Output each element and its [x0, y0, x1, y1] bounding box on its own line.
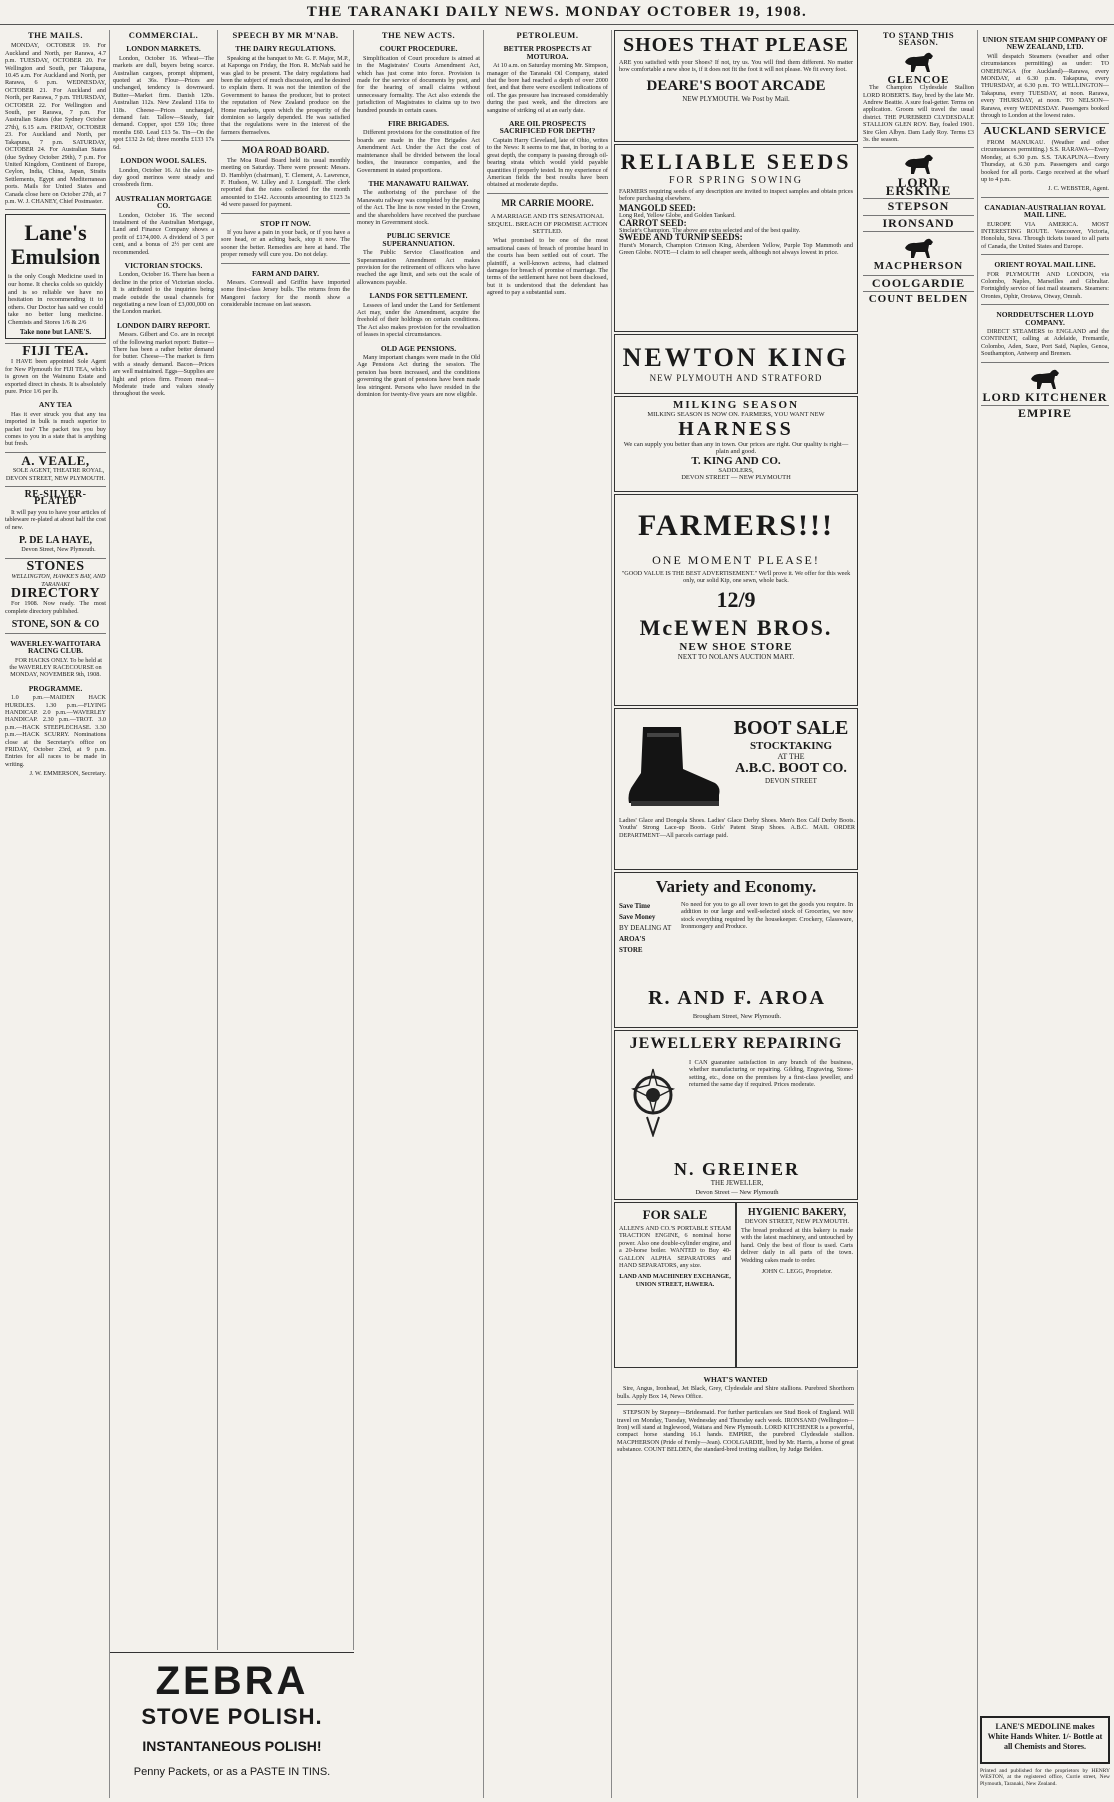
column-new-acts [354, 30, 484, 1798]
seeds-item1: MANGOLD SEED: [619, 202, 696, 213]
farmers-body: "GOOD VALUE IS THE BEST ADVERTISEMENT." We'll prove it. We offer for this week only, our solid Kip, one sewn, whole back. [621, 570, 851, 585]
variety-body: No need for you to go all over town to get the goods you require. In addition to our large and well-selected stock of Groceries, we now stock everything required by the housekeeper. Crockery, Glassware, Ironmongery and Produce. [681, 901, 853, 931]
stallion-name-2: STEPSON [887, 199, 950, 214]
harness-addr: DEVON STREET — NEW PLYMOUTH [681, 474, 791, 481]
farmers-addr: NEXT TO NOLAN'S AUCTION MART. [677, 652, 795, 661]
veale-body: SOLE AGENT, THEATRE ROYAL, DEVON STREET, NEW PLYMOUTH. [5, 467, 106, 482]
variety-ad [614, 872, 858, 1028]
farmers-title: FARMERS!!! [637, 509, 835, 542]
nlloyd-heading: NORDDEUTSCHER LLOYD COMPANY. [996, 310, 1094, 327]
harness-body: MILKING SEASON IS NOW ON. FARMERS, YOU WANT NEW [647, 411, 825, 418]
stallions-wanted-body: Sire, Angus, Ironhead, Jet Black, Grey, Clydesdale and Shire stallions. Purebred Shorthorn bulls. Apply Box 14, News Office. [617, 1385, 854, 1400]
stallion-name-8: COUNT BELDEN [868, 292, 969, 305]
commercial-sub4: VICTORIAN STOCKS. [124, 260, 203, 270]
farmers-sub: ONE MOMENT PLEASE! [652, 553, 820, 567]
mails-body: MONDAY, OCTOBER 19. For Auckland and North, per Rarawa, 4.7 p.m. TUESDAY, OCTOBER 20. For Wellington and South, per Takapuna, 10.45 a.m. For Auckland and North, per Rarawa, 6 p.m. WEDNESDAY, OCTOBER 21. For Auckland and North, per Rarawa, 7 p.m. THURSDAY, OCTOBER 22. For Wellington and South, per Rarawa, 7 p.m. For Australian States (due Sydney October 27th), 6.15 a.m. FRIDAY, OCTOBER 23. For Auckland and North, per Takapuna, 7 p.m. SATURDAY, OCTOBER 24. For Australian States (due Sydney October 29th), 7 p.m. For United Kingdom, Continent of Europe, Ceylon, India, China, Japan, Straits Settlements, Egypt and Mediterranean ports. Mails for United States and Canada close here on October 27th, at 7 p.m. W. J. CHANEY, Chief Postmaster. [5, 42, 106, 205]
column-stallions [860, 30, 978, 1798]
commercial-body5: Messrs. Gilbert and Co. are in receipt of the following market report: Butter—There has been a rather better demand for butter. Cheese—The market is firm with a steady demand. Bacon—Prices are well maintained. Eggs—Supplies are light and prices firm. Frozen meat—Moderate trade and values steady throughout the week. [113, 331, 214, 398]
brooch-icon [625, 1067, 681, 1137]
fijitea-title: FIJI TEA. [22, 343, 89, 359]
harness-ad [614, 396, 858, 492]
seeds-body: FARMERS requiring seeds of any description are invited to inspect samples and obtain prices before purchasing elsewhere. [619, 188, 853, 203]
speech-heading: SPEECH BY MR M'NAB. [232, 30, 339, 40]
farmers-price: 12/9 [716, 586, 756, 612]
jewellery-body: I CAN guarantee satisfaction in any branch of the business, whether manufacturing or repairing. Gilding, Engraving, Stone-setting, etc., done on the premises by a first-class jeweller, and returned the same day if required. Prices moderate. [689, 1059, 853, 1089]
variety-l2: Save Money [619, 913, 656, 921]
farmers-name: McEWEN BROS. [639, 614, 833, 640]
forsale-ad [614, 1202, 736, 1368]
seeds-title: RELIABLE SEEDS [620, 149, 852, 174]
seeds-sub: FOR SPRING SOWING [668, 175, 803, 186]
seeds-item3-desc: Hurst's Monarch, Champion Crimson King, Aberdeen Yellow, Purple Top Mammoth and Green Globe. NOTE—I claim to sell cheaper seeds, although not always lowest in price. [619, 241, 853, 257]
newacts-heading: THE NEW ACTS. [381, 30, 456, 40]
newacts-body6: Many important changes were made in the Old Age Pensions Act during the session. The pension has been increased, and the conditions governing the grant of pensions have been made less stringent. Persons who have resided in the dominion for twenty-five years are now eligible. [357, 354, 480, 399]
waverley-title: WAVERLEY-WAITOTARA RACING CLUB. [10, 638, 101, 656]
petroleum-body2: Captain Harry Cleveland, late of Ohio, writes to the News: It seems to me that, in boring to a great depth, the company is passing through oil-bearing strata which would yield payable quantities if properly tested. In my experience of American fields the best results have been obtained at moderate depths. [487, 136, 608, 189]
speech-sub2: MOA ROAD BOARD. [241, 145, 330, 156]
emulsion-body: is the only Cough Medicine used in our home. It checks colds so quickly and is so reliable we have no hesitation in recommending it to others. Our Doctor has said we could take no better lung medicine. Chemists and Stores 1/6 & 2/6 [8, 273, 103, 326]
stallion-name-0: GLENCOE [887, 73, 950, 86]
auckland-body: FROM MANUKAU. (Weather and other circumstances permitting.) S.S. RARAWA—Every Monday, at 6.30 p.m. S.S. TAKAPUNA—Every Thursday, at 6.30 p.m. Passengers and cargo booked for all ports. Cargo received at the wharf up to 4 p.m. [981, 138, 1109, 183]
petroleum-body1: At 10 a.m. on Saturday morning Mr. Simpson, manager of the Taranaki Oil Company, stated that the bore had reached a depth of over 2000 feet, and that there were excellent indications of oil. The gas pressure has increased considerably during the past week, and the directors are sanguine of striking oil at an early date. [487, 62, 608, 114]
nlloyd-body: DIRECT STEAMERS to ENGLAND and the CONTINENT, calling at Adelaide, Fremantle, Colombo, Aden, Suez, Port Said, Naples, Genoa, Southampton, Antwerp and Bremen. [981, 328, 1109, 358]
steamers-heading: UNION STEAM SHIP COMPANY OF NEW ZEALAND, LTD. [982, 35, 1108, 52]
horse-icon [902, 236, 936, 260]
waverley-sign: J. W. EMMERSON, Secretary. [29, 770, 106, 778]
bakery-ad [736, 1202, 858, 1368]
jewellery-addr: Devon Street — New Plymouth [695, 1189, 779, 1196]
petroleum-heading: PETROLEUM. [516, 30, 579, 40]
commercial-body1: London, October 16. Wheat—The markets are dull, buyers being scarce. Australian cargoes, prompt shipment, quoted at 36s. Flour—Prices are unchanged, tendency is downward. Butter—Market firm. Danish 120s. Australian 112s. New Zealand 116s to 118s. Cheese—Prices unchanged, demand fair. Tallow—Steady, fair demand. Copper, spot £59 10s; three months £60. Lead £13 5s. Tin—On the spot £132 2s 6d; three months £133 17s 6d. [113, 54, 214, 151]
zebra-sub2: INSTANTANEOUS POLISH! [142, 1738, 322, 1754]
mails-heading: THE MAILS. [27, 30, 84, 40]
speech-sub4: FARM AND DAIRY. [251, 268, 320, 278]
emulsion-title: Lane's Emulsion [10, 220, 101, 270]
commercial-sub2: LONDON WOOL SALES. [120, 156, 207, 166]
bakery-body: The bread produced at this bakery is made with the latest machinery, and untouched by hand. Only the best of flour is used. Carts deliver daily in all parts of the town. Wedding cakes made to order. [741, 1227, 853, 1264]
shoes-name: DEARE'S BOOT ARCADE [646, 77, 826, 94]
speech-body3: If you have a pain in your back, or if you have a sore head, or an aching back, stop it now. The sooner the better. Remedies are here at hand. The proper remedy will cure you. Do not delay. [221, 228, 350, 259]
shoes-addr: NEW PLYMOUTH. We Post by Mail. [682, 94, 790, 103]
farmers-sub2: NEW SHOE STORE [679, 640, 793, 653]
zebra-ad [110, 1652, 354, 1799]
shoes-ad [614, 30, 858, 142]
stallion-name-3: IRONSAND [882, 215, 955, 230]
waverley-sub: PROGRAMME. [28, 683, 83, 693]
newtonking-title: NEWTON KING [622, 343, 850, 372]
harness-title: HARNESS [678, 418, 794, 440]
variety-name: R. AND F. AROA [648, 987, 826, 1009]
variety-addr: Brougham Street, New Plymouth. [692, 1013, 782, 1020]
stallions-heading: TO STAND THIS SEASON. [882, 30, 955, 48]
horse-icon [902, 50, 936, 74]
petroleum-body3: What promised to be one of the most sensational cases of breach of promise heard in the courts has been settled out of court. The plaintiff, a well-known actress, had claimed damages for breach of promise of marriage. The terms of the settlement have not been disclosed, but it is understood that the defendant has agreed to pay a substantial sum. [487, 237, 608, 297]
newtonking-sub: NEW PLYMOUTH AND STRATFORD [649, 373, 823, 383]
seeds-item2-desc: Sinclair's Champion. The above are extra selected and of the best quality. [619, 227, 801, 235]
harness-name: T. KING AND CO. [691, 455, 781, 467]
waverley-body: FOR HACKS ONLY. To be held at the WAVERLEY RACECOURSE on MONDAY, NOVEMBER 9th, 1908. [9, 656, 102, 679]
newacts-body2: Different provisions for the constitution of fire boards are made in the Fire Brigades Act Amendment Act. Under the Act the cost of maintenance shall be divided between the local bodies, the insurance companies, and the Government in stated proportions. [357, 129, 480, 174]
horse-icon [902, 152, 936, 176]
bootsale-ad [614, 708, 858, 870]
replated-addr: Devon Street, New Plymouth. [21, 546, 96, 554]
harness-body2: We can supply you better than any in town. Our prices are right. Our quality is right—plain and good. [623, 441, 849, 455]
zebra-sub: STOVE POLISH. [141, 1704, 323, 1729]
column-lower-filler [614, 1370, 858, 1798]
emulsion-ad [5, 214, 106, 339]
stallions-body2-lower: STEPSON by Stepney—Bridesmaid. For further particulars see Stud Book of England. Will travel on Monday, Tuesday, Wednesday and Thursday each week. IRONSAND (Wellington—Iron) will stand at Inglewood, Waitara and New Plymouth. LORD KITCHENER is a powerful, compact horse standing 16.1 hands. EMPIRE, the purebred Clydesdale stallion. MACPHERSON (Pride of Fernly—Jean). COOLGARDIE, bred by Mr. Harris, a horse of great substance. COUNT BELDEN, the standard-bred trotting stallion, by Judge Belden. [617, 1409, 854, 1454]
forsale-body: ALLEN'S AND CO.'S PORTABLE STEAM TRACTION ENGINE, 6 nominal horse power. Also one double-cylinder engine, and a 20-horse boiler. WANTED to Buy 40-GALLON ALPHA SEPARATORS and HAND SEPARATORS, any size. [619, 1225, 731, 1270]
speech-body2: The Moa Road Board held its usual monthly meeting on Saturday. There were present: Messrs. D. Hamblyn (chairman), T. Clement, A. Lawrence, F. Hudson, W. Lilley and J. Longstaff. The clerk reported that the rates collected for the month amounted to £142. Accounts amounting to £123 3s 4d were passed for payment. [221, 156, 350, 209]
variety-l1: Save Time [619, 902, 651, 910]
stones-name: STONE, SON & CO [11, 619, 100, 631]
column-speech [218, 30, 354, 1650]
fijitea-body: I HAVE been appointed Sole Agent for New Plymouth for FIJI TEA, which is grown on the Wainunu Estate and exported direct in chests. It is absolutely pure. Price 1/6 per lb. [5, 358, 106, 395]
jewellery-sub: THE JEWELLER, [710, 1179, 764, 1187]
fijitea-sub: ANY TEA [38, 400, 73, 410]
stones-title: STONES [26, 558, 85, 574]
veale-title: A. VEALE, [21, 452, 90, 468]
stallions-wanted-heading: WHAT'S WANTED [703, 1375, 768, 1384]
jewellery-title: JEWELLERY REPAIRING [629, 1035, 843, 1052]
speech-body4: Messrs. Cornwall and Griffin have imported some first-class Jersey bulls. The returns from the Mangorei factory for the month show a considerable increase on last season. [221, 278, 350, 309]
boot-icon [623, 723, 723, 809]
newacts-sub4: PUBLIC SERVICE SUPERANNUATION. [382, 231, 455, 248]
orient-heading: ORIENT ROYAL MAIL LINE. [994, 260, 1096, 270]
masthead: THE TARANAKI DAILY NEWS. MONDAY OCTOBER 19, 1908. [0, 4, 1114, 25]
steamers-body: Will despatch Steamers (weather and other circumstances permitting) as under: TO ONEHUNGA (for Auckland)—Rarawa, every MONDAY, at 6.30 p.m. Takapuna, every THURSDAY, at 6.30 p.m. TO WELLINGTON—Takapuna, every TUESDAY, at noon. Rarawa, every THURSDAY, at noon. TO NELSON—Rarawa, every WEDNESDAY. Passengers booked through to London at the lowest rates. [981, 52, 1109, 120]
column-steamers [978, 30, 1112, 1730]
newacts-sub3: THE MANAWATU RAILWAY. [368, 178, 469, 188]
variety-l5: STORE [619, 946, 643, 954]
zebra-title: ZEBRA [155, 1659, 309, 1703]
stones-title2: DIRECTORY [10, 586, 101, 602]
forsale-addr: LAND AND MACHINERY EXCHANGE, UNION STREET, HAWERA. [619, 1273, 731, 1288]
variety-title: Variety and Economy. [655, 877, 817, 896]
seeds-ad [614, 144, 858, 332]
imprint: Printed and published for the proprietors by HENRY WESTON, at the registered office, Currie street, New Plymouth, Taranaki, New Zealand. [980, 1768, 1110, 1787]
replated-body: It will pay you to have your articles of tableware re-plated at about half the cost of new. [5, 508, 106, 531]
jewellery-name: N. GREINER [673, 1159, 800, 1179]
petroleum-sub2: ARE OIL PROSPECTS SACRIFICED FOR DEPTH? [499, 119, 596, 136]
petroleum-sub3b: A MARRIAGE AND ITS SENSATIONAL SEQUEL. BREACH OF PROMISE ACTION SETTLED. [487, 213, 608, 235]
petroleum-sub1: BETTER PROSPECTS AT MOTUROA. [503, 44, 592, 61]
commercial-body4: London, October 16. There has been a decline in the price of Victorian stocks. It is attributed to the inquiries being made outside the usual channels for negotiating a new loan of £3,000,000 on the London market. [113, 271, 214, 316]
shoes-title: SHOES THAT PLEASE [623, 34, 849, 56]
farmers-ad [614, 494, 858, 706]
stallion-name-6: MACPHERSON [873, 260, 964, 273]
waverley-body2: 1.0 p.m.—MAIDEN HACK HURDLES. 1.30 p.m.—FLYING HANDICAP. 2.0 p.m.—WAVERLEY HANDICAP. 2.30 p.m.—TROT. 3.0 p.m.—HACK STEEPLECHASE. 3.30 p.m.—HACK SCURRY. Nominations close at the Secretary's office on FRIDAY, October 23rd, at 9 p.m. Entries for all races to be made in writing. [5, 694, 106, 768]
replated-name: P. DE LA HAYE, [19, 535, 92, 547]
newacts-body1: Simplification of Court procedure is aimed at in the Magistrates' Courts Amendment Act, which has just come into force. Provision is made for the service of documents by post, and for the hearing of small claims without unnecessary formality. The Act also extends the jurisdiction of Magistrates to claims up to two hundred pounds in certain cases. [357, 54, 480, 114]
seeds-item1-desc: Long Red, Yellow Globe, and Golden Tankard. [619, 212, 736, 220]
stallion-name-1: LORD ERSKINE [885, 175, 952, 198]
royal-body: EUROPE VIA AMERICA. MOST INTERESTING ROUTE. Vancouver, Victoria, Honolulu, Suva. Through tickets issued to all parts of Canada, the United States and Europe. [981, 220, 1109, 250]
bootsale-sub2: AT THE [777, 752, 805, 761]
newacts-sub2: FIRE BRIGADES. [388, 119, 449, 129]
stallion-name-4: LORD KITCHENER [982, 389, 1108, 404]
newtonking-ad [614, 334, 858, 394]
column-mails [2, 30, 110, 1798]
newacts-sub6: OLD AGE PENSIONS. [380, 343, 457, 353]
seeds-item3: SWEDE AND TURNIP SEEDS: [619, 232, 743, 243]
harness-sub: SADDLERS, [718, 467, 754, 474]
commercial-sub5: LONDON DAIRY REPORT. [116, 320, 211, 330]
bakery-sub: DEVON STREET, NEW PLYMOUTH. [744, 1218, 850, 1225]
stallion-name-5: EMPIRE [1018, 406, 1072, 421]
bootsale-addr: DEVON STREET [765, 777, 817, 785]
steamers-agent: J. C. WEBSTER, Agent. [1048, 185, 1109, 193]
stones-sub: WELLINGTON, HAWKE'S BAY, AND TARANAKI [11, 573, 106, 588]
royal-heading: CANADIAN-AUSTRALIAN ROYAL MAIL LINE. [984, 202, 1106, 220]
bakery-title: HYGIENIC BAKERY, [747, 1207, 847, 1218]
auckland-heading: AUCKLAND SERVICE [983, 125, 1107, 138]
newacts-sub1: COURT PROCEDURE. [379, 44, 458, 54]
speech-body1: Speaking at the banquet to Mr. G. F. Major, M.P., at Kaponga on Friday, the Hon. R. McNab said he was glad to be present. The dairy regulations had been the subject of much discussion, and he desired to explain them. It was not the intention of the Government to harass the producer, but to protect the reputation of New Zealand produce on the Home markets, upon which the prosperity of the dominion so largely depended. He was satisfied that the regulations were in the interest of the farmers themselves. [221, 54, 350, 136]
shoes-body: ARE you satisfied with your Shoes? If not, try us. You will find them different. No matter how comfortable a new shoe is, if it does not fit the foot it will not please. We fit every foot. [619, 59, 853, 74]
newacts-body4: The Public Service Classification and Superannuation Amendment Act makes provision for the retirement of officers who have reached the age limit, and sets out the scale of allowances payable. [357, 249, 480, 286]
commercial-heading: COMMERCIAL. [128, 30, 199, 40]
speech-sub1: THE DAIRY REGULATIONS. [235, 44, 336, 54]
newacts-body3: The authorising of the purchase of the Manawatu railway was completed by the passing of the Act. The line is now vested in the Crown, and the shareholders have received the purchase money in Government stock. [357, 189, 480, 226]
stallions-body: The Champion Clydesdale Stallion LORD ROBERTS. Bay, bred by the late Mr. Andrew Beattie. A sure foal-getter. Terms on application. Groom will travel the usual district. THE PUREBRED CLYDESDALE STALLION GLEN ROY. Bay, foaled 1901. Sire Glen Albyn. Dam Lady Roy. Terms £3 3s. the season. [863, 84, 974, 144]
bootsale-sub: STOCKTAKING [749, 740, 833, 752]
harness-pre: MILKING SEASON [672, 399, 800, 411]
commercial-body2: London, October 16. At the sales to-day good merinos were steady and crossbreds firm. [113, 166, 214, 189]
medoline-ad [980, 1716, 1110, 1764]
replated-title: RE-SILVER-PLATED [24, 489, 87, 508]
zebra-foot: Penny Packets, or as a PASTE IN TINS. [133, 1766, 331, 1778]
commercial-sub3: AUSTRALIAN MORTGAGE CO. [115, 193, 212, 211]
forsale-title: FOR SALE [642, 1207, 708, 1222]
newacts-body5: Lessees of land under the Land for Settlement Act may, under the Amendment, acquire the freehold of their holdings on certain conditions. The Act also makes provision for the revaluation of leases in special circumstances. [357, 301, 480, 339]
orient-body: FOR PLYMOUTH AND LONDON, via Colombo, Naples, Marseilles and Gibraltar. Fortnightly service of fast mail steamers. Steamers: Orontes, Ophir, Orotava, Otway, Omrah. [981, 270, 1109, 300]
newacts-sub5: LANDS FOR SETTLEMENT. [369, 291, 468, 301]
column-petroleum [484, 30, 612, 1798]
bootsale-name: A.B.C. BOOT CO. [735, 761, 847, 776]
bakery-name: JOHN C. LEGG, Proprietor. [761, 1268, 833, 1276]
commercial-body3: London, October 16. The second instalment of the Australian Mortgage, Land and Finance Company shows a profit of £174,000. A dividend of 3 per cent, and a bonus of 2½ per cent are recommended. [113, 211, 214, 256]
bootsale-body: Ladies' Glace and Dongola Shoes. Ladies' Glace Derby Shoes. Men's Box Calf Derby Boots. Youths' Strong Lace-up Boots. Girls' Patent Strap Shoes. A.B.C. MAIL ORDER DEPARTMENT—All parcels carriage paid. [619, 817, 855, 839]
speech-sub3: STOP IT NOW. [260, 218, 311, 228]
bootsale-title: BOOT SALE [733, 717, 849, 739]
seeds-item2: CARROT SEED: [619, 217, 687, 228]
variety-l4: AROA'S [619, 935, 646, 943]
stones-body: For 1908. Now ready. The most complete directory published. [5, 600, 106, 615]
fijitea-body2: Has it ever struck you that any tea imported in bulk is much superior to packet tea? The packet tea you buy comes to you in a state that is anything but fresh. [5, 410, 106, 448]
petroleum-sub3: MR CARRIE MOORE. [501, 197, 594, 208]
emulsion-tag: Take none but LANE'S. [19, 327, 92, 336]
stallion-name-7: COOLGARDIE [871, 275, 966, 290]
medoline-body: LANE'S MEDOLINE makes White Hands Whiter. 1/- Bottle at all Chemists and Stores. [987, 1722, 1103, 1751]
variety-l3: BY DEALING AT [619, 924, 672, 932]
commercial-sub1: LONDON MARKETS. [126, 44, 201, 54]
horse-icon [1028, 367, 1062, 391]
jewellery-ad [614, 1030, 858, 1200]
column-commercial [110, 30, 218, 1650]
